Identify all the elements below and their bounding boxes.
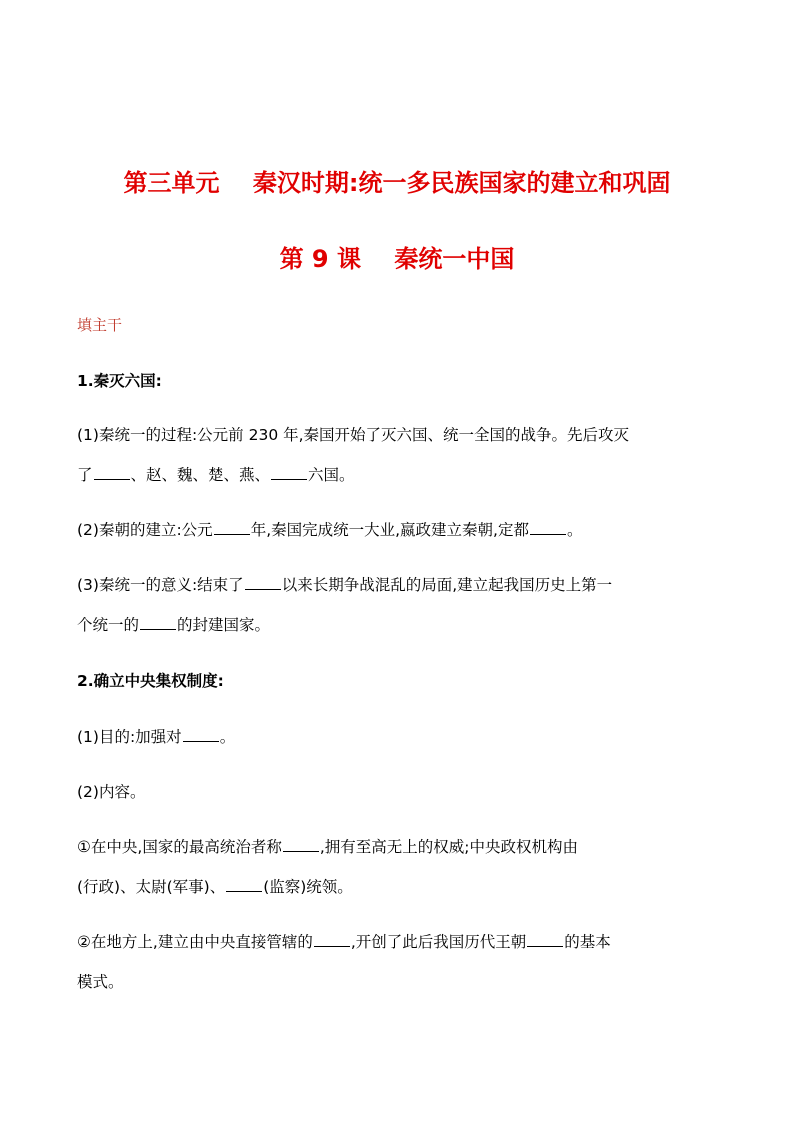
text-segment: 个统一的 [77,616,140,634]
q1-2-line [77,519,722,541]
question-1-title: 1.秦灭六国: [77,372,162,390]
text-segment: ②在地方上,建立由中央直接管辖的 [77,933,313,951]
q2-c1-line2 [77,876,722,898]
text-segment: 年,秦国完成统一大业,嬴政建立秦朝,定都 [250,521,529,539]
answer-blank[interactable] [314,932,350,947]
section-label: 填主干 [77,316,123,334]
q2-2-line: (2)内容。 [77,783,146,801]
answer-blank[interactable] [140,615,176,630]
q1-3-line1 [77,574,722,596]
answer-blank[interactable] [283,837,319,852]
q2-c2-line2: 模式。 [77,973,124,991]
text-segment: (2)秦朝的建立:公元 [77,521,213,539]
text-segment: 六国。 [308,466,355,484]
answer-blank[interactable] [527,932,563,947]
question-2-title: 2.确立中央集权制度: [77,672,224,690]
text-segment: ,开创了此后我国历代王朝 [350,933,527,951]
text-segment: (1)目的:加强对 [77,728,182,746]
text-segment: (3)秦统一的意义:结束了 [77,576,244,594]
text-segment: 了 [77,466,93,484]
text-segment: (监察)统领。 [263,878,353,896]
q2-c1-line1 [77,836,722,858]
q2-1-line [77,726,722,748]
answer-blank[interactable] [214,520,250,535]
q2-c2-line1 [77,931,722,953]
answer-blank[interactable] [226,877,262,892]
text-segment: ①在中央,国家的最高统治者称 [77,838,282,856]
text-segment: 的封建国家。 [177,616,271,634]
text-segment: 。 [566,521,583,539]
text-segment: (行政)、太尉(军事)、 [77,878,226,896]
answer-blank[interactable] [94,465,130,480]
q1-1-line1: (1)秦统一的过程:公元前 230 年,秦国开始了灭六国、统一全国的战争。先后攻灭 [77,426,630,444]
text-segment: 以来长期争战混乱的局面,建立起我国历史上第一 [281,576,613,594]
text-segment: 、赵、魏、楚、燕、 [130,466,271,484]
q1-3-line2 [77,614,722,636]
answer-blank[interactable] [530,520,566,535]
q1-1-line2 [77,464,722,486]
answer-blank[interactable] [183,727,219,742]
lesson-title: 第 9 课 秦统一中国 [279,245,515,273]
answer-blank[interactable] [245,575,281,590]
text-segment: 的基本 [564,933,611,951]
answer-blank[interactable] [271,465,307,480]
unit-title: 第三单元 秦汉时期:统一多民族国家的建立和巩固 [123,169,671,197]
text-segment: ,拥有至高无上的权威;中央政权机构由 [319,838,578,856]
text-segment: 。 [219,728,236,746]
